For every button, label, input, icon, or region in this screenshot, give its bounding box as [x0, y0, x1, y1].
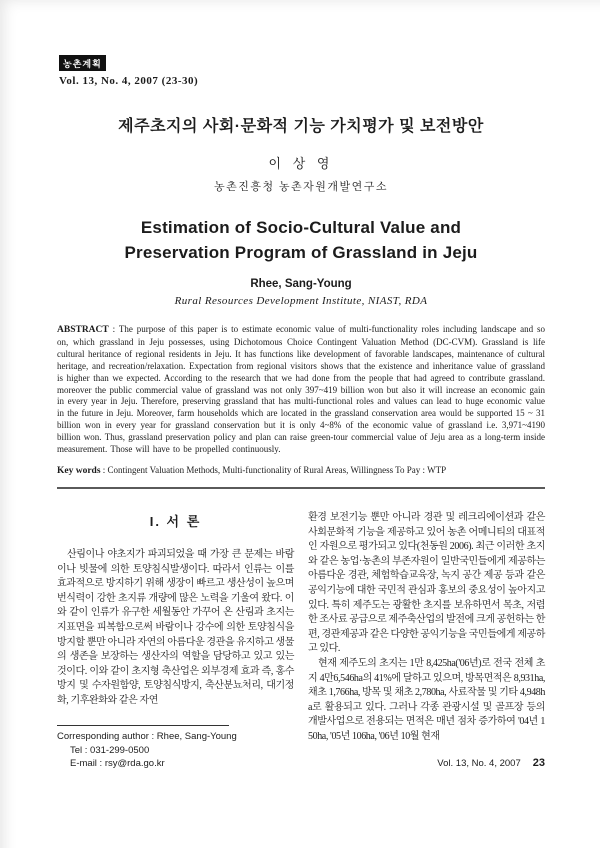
tel-line: Tel : 031-299-0500 — [70, 744, 150, 756]
footer-page-number: 23 — [532, 757, 545, 769]
page-footer — [437, 757, 545, 769]
paper-title-english — [57, 215, 545, 265]
keywords-text: : Contingent Valuation Methods, Multi-functionality of Rural Areas, Willingness To Pay : WTP — [100, 464, 447, 475]
author-name-english: Rhee, Sang-Young — [250, 278, 352, 290]
right-column — [308, 511, 545, 771]
footer-volume: Vol. 13, No. 4, 2007 — [437, 758, 521, 769]
title-english-line2: Preservation Program of Grassland in Jeju — [124, 243, 478, 262]
author-name-korean: 이 상 영 — [268, 156, 334, 171]
email-line: E-mail : rsy@rda.go.kr — [70, 758, 165, 770]
footnote-divider — [57, 725, 229, 726]
intro-paragraph-right-2: 현재 제주도의 초지는 1만 8,425ha('06년)로 전국 전체 초지 4만6,546ha의 41%에 달하고 있으며, 방목면적은 8,931ha, 채초 1,766ha, 방목 및 채초 2,780ha, 사료작물 및 기타 4,948ha로 활용되고 있다. 그러나 각종 관광시설 및 골프장 등의 개발사업으로 전용되는 면적은 매년 점차 증가하여 '04년 150ha, '05년 106ha, '06년 10월 현재 — [308, 657, 545, 742]
abstract-paragraph — [57, 324, 545, 456]
paper-title-korean: 제주초지의 사회·문화적 기능 가치평가 및 보전방안 — [118, 118, 484, 135]
footnote-block — [57, 725, 294, 771]
journal-badge: 농촌계획 — [59, 55, 106, 71]
volume-issue-line: Vol. 13, No. 4, 2007 (23-30) — [59, 75, 199, 87]
left-column — [57, 511, 294, 771]
abstract-label: ABSTRACT — [57, 325, 109, 335]
intro-paragraph-left: 산림이나 야초지가 파괴되었을 때 가장 큰 문제는 바람이나 빗물에 의한 토양침식발생이다. 따라서 인류는 이를 효과적으로 방지하기 위해 생장이 빠르고 생산성이 높으며 번식력이 강한 초지류 개량에 많은 노력을 기울여 왔다. 이와 같이 인류가 유구한 세월동안 가꾸어 온 산림과 초지는 지표면을 피복함으로써 바람이나 강수에 의한 토양침식을 방지할 뿐만 아니라 자연의 아름다운 경관을 유지하고 생물의 생존을 보장하는 생산자의 역할을 담당하고 있고 있는 것이다. 이와 같이 초지형 축산업은 외부경제 효과 즉, 홍수방지 및 수자원함양, 토양침식방지, 축산분뇨처리, 대기정화, 기후완화와 같은 자연 — [57, 548, 294, 706]
abstract-text: : The purpose of this paper is to estimate economic value of multi-functionality roles including landscape and so on, which grassland in Jeju possesses, using Dichotomous Choice Contingent Valuation Method (DC-CVM). Grassland is life cultural heritance of regional residents in Jeju. It has functions like development of favorable landscapes, maintenance of cultural heritage, and recreation/relaxation. Expectation from regional visitors shows that the existence and inheritance value of grassland is higher than we expected. According to the research that we had done from the people that had agreed to contribute grassland. moreover the public commercial value of grassland was not only 397~419 billion won but also it will increase an economic gain in every year in Jeju. Therefore, preserving grassland that has multi-functional roles and values can lead to huge economic value in the future in Jeju. Moreover, farm households which are located in the grassland conservation area would be supported 15 ~ 31 billion won in every year for grassland conservation but it is only 4~8% of the economic value of grassland i.e. 3,971~4190 billion won. Thus, grassland preservation policy and plan can raise green-tour commercial value of Jeju area as a long-term inside measurement. Those will have to be propelled continuously. — [57, 324, 545, 455]
section-divider-rule — [57, 487, 545, 489]
two-column-body — [57, 511, 545, 771]
section-heading-introduction: I. 서 론 — [149, 513, 202, 529]
keywords-line — [57, 465, 545, 476]
corresponding-author-line: Corresponding author : Rhee, Sang-Young — [57, 731, 237, 743]
keywords-label: Key words — [57, 465, 101, 476]
intro-paragraph-right-1: 환경 보전기능 뿐만 아니라 경관 및 레크리에이션과 같은 사회문화적 기능을 제공하고 있어 농촌 어메니티의 대표적인 자원으로 평가되고 있다(천동원 2006). 최근 이러한 초지와 같은 농업·농촌의 부존자원이 일반국민들에게 제공하는 아름다운 경관, 체험학습교육장, 녹지 공간 제공 등과 같은 공익기능에 대한 국민적 관심과 홍보의 중요성이 높아지고 있다. 특히 제주도는 광활한 초지를 보유하면서 목초, 저렴한 조사료 공급으로 제주축산업의 발전에 크게 공헌하는 한편, 경관제공과 같은 다양한 공익기능을 국민들에게 제공하고 있다. — [308, 511, 545, 655]
title-english-line1: Estimation of Socio-Cultural Value and — [140, 218, 462, 237]
affiliation-english: Rural Resources Development Institute, NIAST, RDA — [174, 295, 428, 307]
affiliation-korean: 농촌진흥청 농촌자원개발연구소 — [213, 181, 388, 193]
